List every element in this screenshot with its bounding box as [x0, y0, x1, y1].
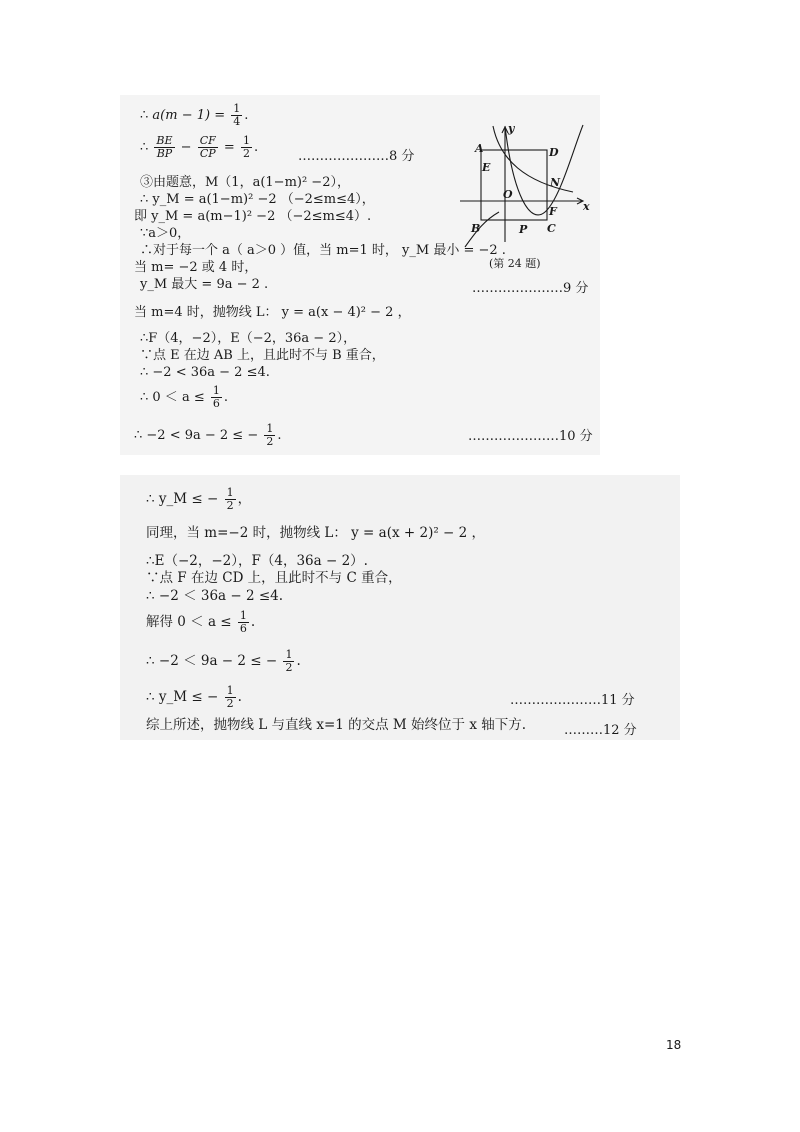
figure-caption: (第 24 题) [489, 257, 541, 270]
score-9: …………………9 分 [472, 281, 589, 296]
eq-line-9: y_M 最大 = 9a − 2 . [140, 277, 269, 292]
rectangle-abcd [481, 150, 547, 220]
label-n: N [550, 176, 561, 189]
solution-block-lower [120, 475, 680, 740]
eq-line-1: ∴ a(m − 1) = $\frac{1}{4}$ . [140, 102, 249, 128]
label-d: D [549, 146, 559, 159]
eq2-line-8: ∴ y_M ≤ − $\frac{1}{2}$ . [146, 684, 242, 710]
page-number: 18 [666, 1038, 682, 1052]
label-o: O [503, 188, 513, 201]
eq-line-7: ∴对于每一个 a（ a＞0 ）值，当 m=1 时， y_M 最小 = −2 . [140, 243, 506, 258]
label-b: B [471, 222, 481, 235]
eq-line-15: ∴ −2 < 9a − 2 ≤ − $\frac{1}{2}$ . [134, 422, 282, 448]
eq2-line-2: 同理，当 m=−2 时，抛物线 L： y = a(x + 2)² − 2 ， [146, 525, 486, 541]
label-e: E [482, 161, 491, 174]
eq-line-3: ③由题意，M（1，a(1−m)² −2）， [140, 175, 350, 190]
eq-line-2: ∴ $\frac{BE}{BP}$ − $\frac{CF}{CP}$ = $\frac{1}{2}$ . [140, 134, 259, 160]
eq-line-11: ∴F（4，−2），E（−2，36a − 2）， [140, 331, 357, 346]
eq-line-4: ∴ y_M = a(1−m)² −2 （−2≤m≤4）， [140, 192, 375, 207]
label-f: F [549, 205, 557, 218]
label-p: P [519, 223, 528, 236]
eq-line-6: ∵a＞0， [140, 226, 191, 241]
eq2-line-6: 解得 0 ＜ a ≤ $\frac{1}{6}$ . [146, 609, 256, 635]
eq2-line-5: ∴ −2 ＜ 36a − 2 ≤4. [146, 588, 284, 604]
eq2-line-4: ∵点 F 在边 CD 上，且此时不与 C 重合， [146, 570, 402, 586]
eq-line-10: 当 m=4 时，抛物线 L： y = a(x − 4)² − 2 ， [134, 305, 411, 320]
eq-line-8: 当 m= −2 或 4 时， [134, 260, 258, 275]
score-8: …………………8 分 [298, 149, 415, 164]
label-c: C [547, 222, 556, 235]
parabola-figure [455, 120, 595, 250]
eq2-line-9: 综上所述，抛物线 L 与直线 x=1 的交点 M 始终位于 x 轴下方. [146, 717, 527, 733]
score-11: …………………11 分 [510, 693, 635, 708]
eq-line-13: ∴ −2 < 36a − 2 ≤4. [140, 365, 270, 380]
eq2-line-1: ∴ y_M ≤ − $\frac{1}{2}$ ， [146, 486, 252, 512]
eq-line-5: 即 y_M = a(m−1)² −2 （−2≤m≤4）. [134, 209, 372, 224]
label-x: x [583, 200, 590, 213]
score-12: ………12 分 [564, 723, 637, 738]
eq-line-12: ∵点 E 在边 AB 上，且此时不与 B 重合， [140, 348, 385, 363]
eq2-line-3: ∴E（−2，−2），F（4，36a − 2）. [146, 553, 368, 569]
score-10: …………………10 分 [468, 429, 593, 444]
label-a: A [475, 142, 484, 155]
label-y: y [508, 122, 515, 135]
eq-line-14: ∴ 0 ＜ a ≤ $\frac{1}{6}$ . [140, 384, 228, 410]
eq2-line-7: ∴ −2 ＜ 9a − 2 ≤ − $\frac{1}{2}$ . [146, 648, 301, 674]
